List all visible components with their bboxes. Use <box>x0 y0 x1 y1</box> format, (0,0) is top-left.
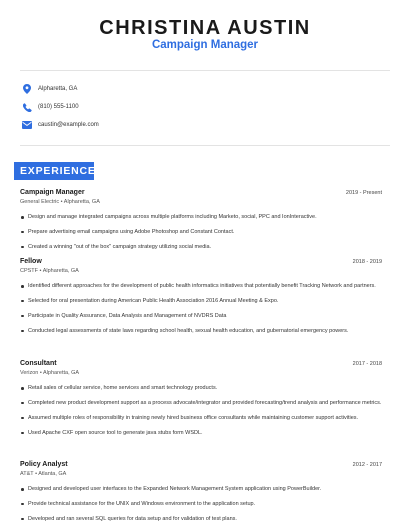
job-entry <box>20 258 382 342</box>
location-pin-icon <box>20 82 34 96</box>
job-entry <box>20 189 382 258</box>
job-title: Fellow <box>20 258 42 265</box>
contact-location-text: Alpharetta, GA <box>38 86 78 92</box>
list-item: Created a winning "out of the box" campaign strategy utilizing social media. <box>20 243 382 252</box>
candidate-role: Campaign Manager <box>151 39 259 51</box>
job-title: Campaign Manager <box>20 189 85 196</box>
job-dates: 2017 - 2018 <box>352 361 382 367</box>
job-entry <box>20 360 382 444</box>
list-item: Prepare advertising email campaigns using Adobe Photoshop and Constant Contact. <box>20 228 382 237</box>
job-company-location: Verizon • Alpharetta, GA <box>20 370 80 376</box>
job-bullets <box>20 485 382 523</box>
job-title: Policy Analyst <box>20 461 68 468</box>
list-item: Used Apache CXF open source tool to generate java stubs form WSDL. <box>20 429 382 438</box>
divider <box>20 70 390 71</box>
job-title: Consultant <box>20 360 57 367</box>
list-item: Provide technical assistance for the UNIX and Windows environment to the application setup. <box>20 500 382 509</box>
contact-email-text: caustin@example.com <box>38 122 99 128</box>
section-heading-experience: EXPERIENCE <box>14 162 94 180</box>
contact-phone-text: (810) 555-1100 <box>38 104 79 110</box>
list-item: Selected for oral presentation during American Public Health Association 2016 Annual Meeting & Expo. <box>20 297 382 306</box>
job-dates: 2012 - 2017 <box>352 462 382 468</box>
candidate-name: CHRISTINA AUSTIN <box>99 17 311 39</box>
email-icon <box>20 118 34 132</box>
job-dates: 2018 - 2019 <box>352 259 382 265</box>
list-item: Assumed multiple roles of responsibility in training newly hired business office consultants while maintaining customer support activities. <box>20 414 382 423</box>
divider <box>20 145 390 146</box>
job-bullets <box>20 213 382 251</box>
list-item: Participate in Quality Assurance, Data Analysis and Management of NVDRS Data <box>20 312 382 321</box>
job-company-location: CPSTF • Alpharetta, GA <box>20 268 79 274</box>
contact-phone <box>20 100 79 114</box>
job-company-location: General Electric • Alpharetta, GA <box>20 199 100 205</box>
job-bullets <box>20 282 382 335</box>
phone-icon <box>20 100 34 114</box>
job-bullets <box>20 384 382 437</box>
list-item: Designed and developed user interfaces to the Expanded Network Management System application using PowerBuilder. <box>20 485 382 494</box>
list-item: Developed and ran several SQL queries for data setup and for validation of test plans. <box>20 515 382 524</box>
list-item: Retail sales of cellular service, home services and smart technology products. <box>20 384 382 393</box>
contact-email <box>20 118 99 132</box>
list-item: Identified different approaches for the development of public health informatics initiatives that potentially benefit Tracking Network and partners. <box>20 282 382 291</box>
list-item: Design and manage integrated campaigns across multiple platforms including Marketo, social, PPC and IonInteractive. <box>20 213 382 222</box>
job-entry <box>20 461 382 530</box>
contact-location <box>20 82 77 96</box>
list-item: Completed new product development support as a process advocate/integrator and provided forecasting/trend analysis and performance metrics. <box>20 399 382 408</box>
job-company-location: AT&T • Atlanta, GA <box>20 471 67 477</box>
list-item: Conducted legal assessments of state laws regarding school health, sexual health education, and gubernatorial emergency powers. <box>20 327 382 336</box>
job-dates: 2019 - Present <box>345 190 382 196</box>
